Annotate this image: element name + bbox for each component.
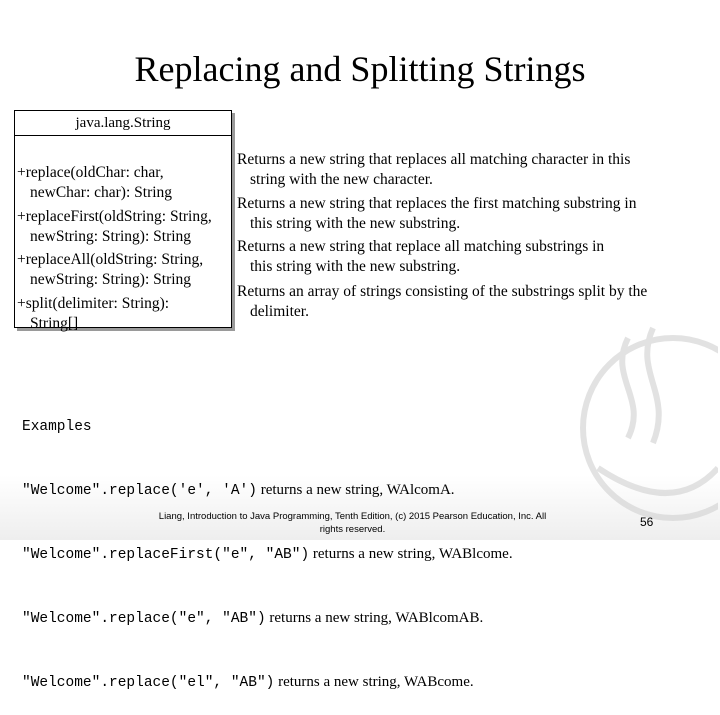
method-replace-first [17, 207, 212, 247]
description-line2: string with the new character. [250, 171, 433, 188]
method-signature-line1: +split(delimiter: String): [17, 295, 170, 312]
example-result: returns a new string, WAlcomA. [256, 482, 455, 498]
description-line1: Returns a new string that replace all matching substrings in [237, 238, 605, 255]
method-description-split [237, 282, 687, 322]
example-line [22, 608, 513, 630]
method-replace-all [17, 250, 203, 290]
example-line [22, 480, 513, 502]
example-code: "Welcome".replace("e", "AB") [22, 611, 266, 627]
example-line [22, 544, 513, 566]
method-description-replace [237, 150, 687, 190]
examples-block [22, 375, 513, 715]
example-result: returns a new string, WABcome. [274, 674, 474, 690]
description-line1: Returns a new string that replaces all matching character in this [237, 151, 631, 168]
description-line2: delimiter. [250, 303, 309, 320]
description-line2: this string with the new substring. [250, 258, 461, 275]
method-signature-line1: +replace(oldChar: char, [17, 164, 164, 181]
example-line [22, 672, 513, 694]
method-split [17, 294, 169, 334]
page-number: 56 [640, 515, 654, 529]
java-coffee-cup-icon [568, 318, 718, 548]
example-code: "Welcome".replace("el", "AB") [22, 675, 275, 691]
method-signature-line1: +replaceAll(oldString: String, [17, 251, 204, 268]
example-result: returns a new string, WABlcome. [309, 546, 513, 562]
page-title: Replacing and Splitting Strings [134, 49, 586, 89]
description-line2: this string with the new substring. [250, 215, 461, 232]
method-signature-line2: newString: String): String [30, 271, 192, 288]
example-code: "Welcome".replace('e', 'A') [22, 483, 257, 499]
description-line1: Returns an array of strings consisting of the substrings split by the [237, 283, 648, 300]
example-result: returns a new string, WABlcomAB. [265, 610, 484, 626]
method-signature-line2: newString: String): String [30, 228, 192, 245]
method-description-replace-first [237, 194, 687, 234]
examples-heading: Examples [22, 419, 92, 435]
uml-class-name: java.lang.String [15, 111, 231, 136]
example-code: "Welcome".replaceFirst("e", "AB") [22, 547, 310, 563]
footer-line2: rights reserved. [319, 524, 386, 535]
footer-citation [140, 510, 565, 536]
method-signature-line2: newChar: char): String [30, 184, 173, 201]
method-description-replace-all [237, 237, 687, 277]
method-signature-line2: String[] [30, 315, 79, 332]
description-line1: Returns a new string that replaces the first matching substring in [237, 195, 637, 212]
footer-line1: Liang, Introduction to Java Programming, Tenth Edition, (c) 2015 Pearson Education, Inc. All [158, 511, 547, 522]
method-replace [17, 163, 172, 203]
uml-class-box [14, 110, 232, 332]
method-signature-line1: +replaceFirst(oldString: String, [17, 208, 212, 225]
